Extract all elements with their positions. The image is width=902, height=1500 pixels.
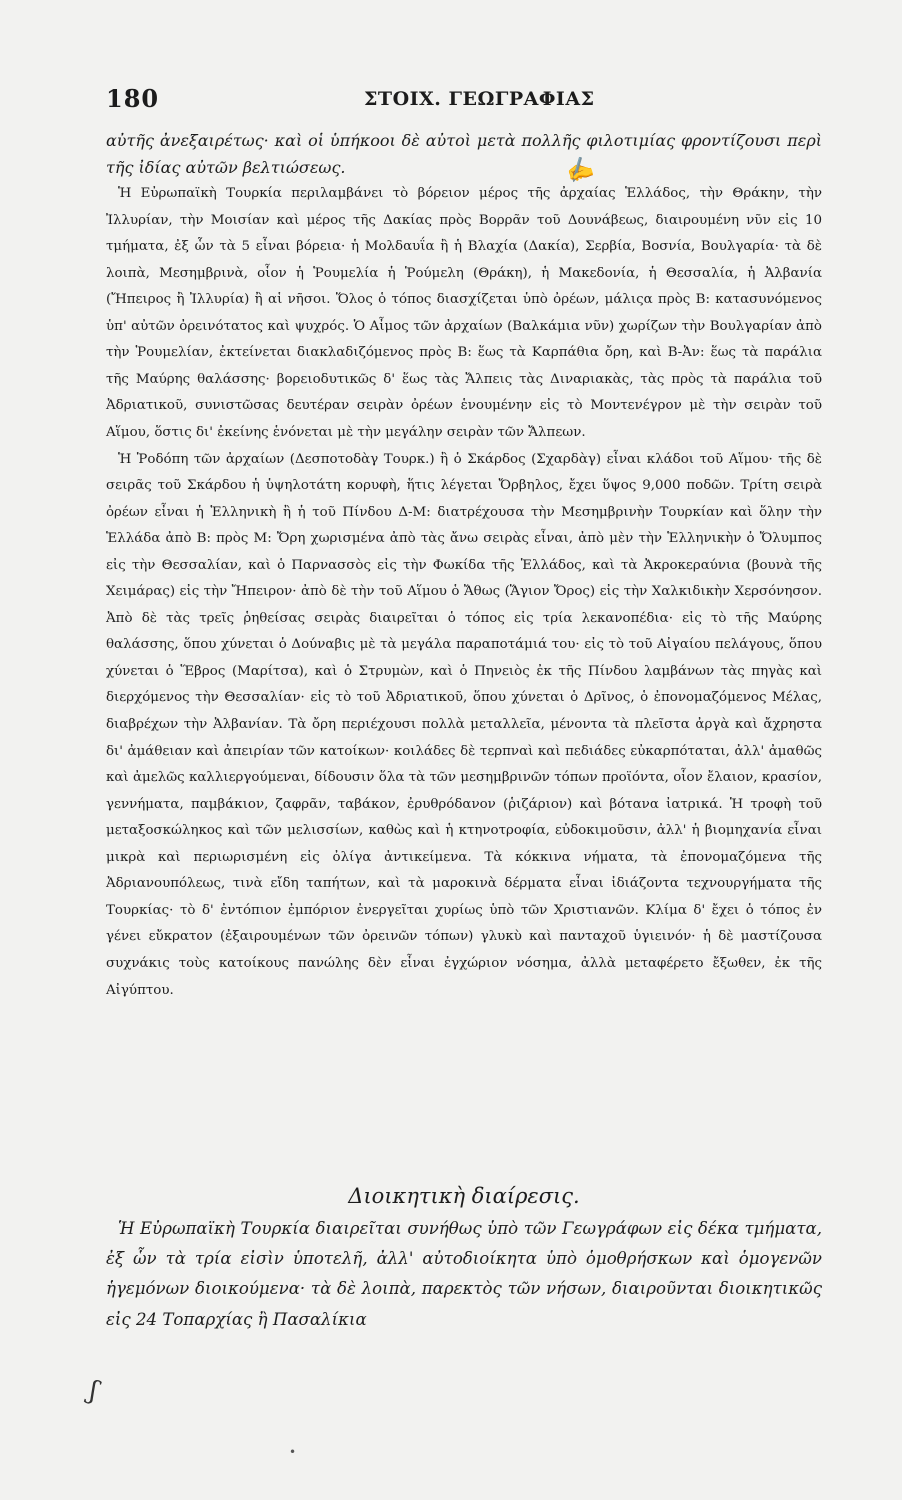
opening-text: αὐτῆς ἀνεξαιρέτως· καὶ οἱ ὑπήκοοι δὲ αὐτοὶ μετὰ πολλῆς φιλοτιμίας φροντίζουσι περὶ τῆς ἰδίας αὐτῶν βελτιώσεως. <box>106 131 822 177</box>
administrative-division-paragraph: Ἡ Εὐρωπαϊκὴ Τουρκία διαιρεῖται συνήθως ὑπὸ τῶν Γεωγράφων εἰς δέκα τμήματα, ἐξ ὧν τὰ τρία εἰσὶν ὑποτελῆ, ἀλλ' αὐτοδιοίκητα ὑπὸ ὁμοθρήσκων καὶ ὁμογενῶν ἡγεμόνων διοικούμενα· τὰ δὲ λοιπὰ, παρεκτὸς τῶν νήσων, διαιροῦνται διοικητικῶς εἰς 24 Τοπαρχίας ἢ Πασαλίκια <box>106 1219 822 1329</box>
page-header <box>106 84 836 114</box>
ink-dot-icon: • <box>289 1445 297 1459</box>
ink-mark-icon: ✍ <box>562 154 597 187</box>
section-text <box>106 1214 822 1335</box>
paragraph-mountains-rivers: Ἡ Ῥοδόπη τῶν ἀρχαίων (Δεσποτοδὰγ Τουρκ.) ἢ ὁ Σκάρδος (Σχαρδὰγ) εἶναι κλάδοι τοῦ Αἵμου· τῆς δὲ σειρᾶς τοῦ Σκάρδου ἡ ὑψηλοτάτη κορυφὴ, ἥτις λέγεται Ὄρβηλος, ἔχει ὕψος 9,000 ποδῶν. Τρίτη σειρὰ ὀρέων εἶναι ἡ Ἑλληνικὴ ἢ ἡ τοῦ Πίνδου Δ-Μ: διατρέχουσα τὴν Μεσημβρινὴν Τουρκίαν καὶ ὅλην τὴν Ἑλλάδα ἀπὸ Β: πρὸς Μ: Ὄρη χωρισμένα ἀπὸ τὰς ἄνω σειρὰς εἶναι, ἀπὸ μὲν τὴν Ἑλληνικὴν ὁ Ὄλυμπος εἰς τὴν Θεσσαλίαν, καὶ ὁ Παρνασσὸς εἰς τὴν Φωκίδα τῆς Ἑλλάδος, καὶ τὰ Ἀκροκεραύνια (βουνὰ τῆς Χειμάρας) εἰς τὴν Ἤπειρον· ἀπὸ δὲ τὴν τοῦ Αἵμου ὁ Ἄθως (Ἅγιον Ὄρος) εἰς τὴν Χαλκιδικὴν Χερσόνησον. Ἀπὸ δὲ τὰς τρεῖς ῥηθείσας σειρὰς διαιρεῖται ὁ τόπος εἰς τρία λεκανοπέδια· εἰς τὸ τῆς Μαύρης θαλάσσης, ὅπου χύνεται ὁ Δούναβις μὲ τὰ μεγάλα παραποτάμιά του· εἰς τὸ τοῦ Αἰγαίου πελάγους, ὅπου χύνεται ὁ Ἕβρος (Μαρίτσα), καὶ ὁ Στρυμὼν, καὶ ὁ Πηνειὸς ἐκ τῆς Πίνδου λαμβάνων τὰς πηγὰς καὶ διερχόμενος τὴν Θεσσαλίαν· εἰς τὸ τοῦ Ἀδριατικοῦ, ὅπου χύνεται ὁ Δρῖνος, ὁ ἐπονομαζόμενος Μέλας, διαβρέχων τὴν Ἀλβανίαν. Τὰ ὄρη περιέχουσι πολλὰ μεταλλεῖα, μένοντα τὰ πλεῖστα ἀργὰ καὶ ἄχρηστα δι' ἀμάθειαν καὶ ἀπειρίαν τῶν κατοίκων· κοιλάδες δὲ τερπναὶ καὶ πεδιάδες εὐκαρπόταται, ἀλλ' ἀμαθῶς καὶ ἀμελῶς καλλιεργούμεναι, δίδουσιν ὅλα τὰ τῶν μεσημβρινῶν τόπων προϊόντα, οἷον ἔλαιον, κρασίον, γεννήματα, παμβάκιον, ζαφρᾶν, ταβάκον, ἐρυθρόδανον (ῥιζάριον) καὶ βότανα ἰατρικά. Ἡ τροφὴ τοῦ μεταξοσκώληκος καὶ τῶν μελισσίων, καθὼς καὶ ἡ κτηνοτροφία, εὐδοκιμοῦσιν, ἀλλ' ἡ βιομηχανία εἶναι μικρὰ καὶ περιωρισμένη εἰς ὀλίγα ἀντικείμενα. Τὰ κόκκινα νήματα, τὰ ἐπονομαζόμενα τῆς Ἀδριανουπόλεως, τινὰ εἴδη ταπήτων, καὶ τὰ μαροκινὰ δέρματα εἶναι ἰδιάζοντα τεχνουργήματα τῆς Τουρκίας· τὸ δ' ἐντόπιον ἐμπόριον ἐνεργεῖται χυρίως ὑπὸ τῶν Χριστιανῶν. Κλίμα δ' ἔχει ὁ τόπος ἐν γένει εὔκρατον (ἐξαιρουμένων τῶν ὀρεινῶν τόπων) γλυκὺ καὶ πανταχοῦ ὑγιεινόν· ἡ δὲ μαστίζουσα συχνάκις τοὺς κατοίκους πανώλης δὲν εἶναι ἐγχώριον νόσημα, ἀλλὰ μεταφέρετο ἔξωθεν, ἐκ τῆς Αἰγύπτου. <box>106 451 822 998</box>
pen-stroke-icon: ʃ <box>85 1375 102 1407</box>
main-text <box>106 128 822 1004</box>
running-title: ΣΤΟΙΧ. ΓΕΩΓΡΑΦΙΑΣ <box>364 88 595 110</box>
section-heading: Διοικητικὴ διαίρεσις. <box>348 1184 580 1208</box>
paragraph-european-turkey: Ἡ Εὐρωπαϊκὴ Τουρκία περιλαμβάνει τὸ βόρειον μέρος τῆς ἀρχαίας Ἑλλάδος, τὴν Θράκην, τὴν Ἰλλυρίαν, τὴν Μοισίαν καὶ μέρος τῆς Δακίας πρὸς Βορρᾶν τοῦ Δουνάβεως, διαιρουμένη νῦν εἰς 10 τμήματα, ἐξ ὧν τὰ 5 εἶναι βόρεια· ἡ Μολδαυΐα ἢ ἡ Βλαχία (Δακία), Σερβία, Βοσνία, Βουλγαρία· τὰ δὲ λοιπὰ, Μεσημβρινὰ, οἷον ἡ Ῥουμελία ἡ Ῥούμελη (Θράκη), ἡ Μακεδονία, ἡ Θεσσαλία, ἡ Ἀλβανία (Ἤπειρος ἢ Ἰλλυρία) ἢ αἱ νῆσοι. Ὅλος ὁ τόπος διασχίζεται ὑπὸ ὀρέων, μάλιςα πρὸς Β: κατασυνόμενος ὑπ' αὐτῶν ὀρεινότατος καὶ ψυχρός. Ὁ Αἶμος τῶν ἀρχαίων (Βαλκάμια νῦν) χωρίζων τὴν Βουλγαρίαν ἀπὸ τὴν Ῥουμελίαν, ἐκτείνεται διακλαδιζόμενος πρὸς Β: ἕως τὰ Καρπάθια ὄρη, καὶ Β-Ἀν: ἕως τὰ παράλια τῆς Μαύρης θαλάσσης· βορειοδυτικῶς δ' ἕως τὰς Ἄλπεις τὰς Διναριακὰς, τὰς πρὸς τὰ παράλια τοῦ Ἀδριατικοῦ, συνιστῶσας δευτέραν σειρὰν ὀρέων ἑνουμένην εἰς τὸ Μοντενέγρον μὲ τὴν σειρὰν τοῦ Αἵμου, ὅστις δι' ἐκείνης ἑνόνεται μὲ τὴν μεγάλην σειρὰν τῶν Ἄλπεων. <box>106 186 822 441</box>
page-number: 180 <box>106 84 160 113</box>
